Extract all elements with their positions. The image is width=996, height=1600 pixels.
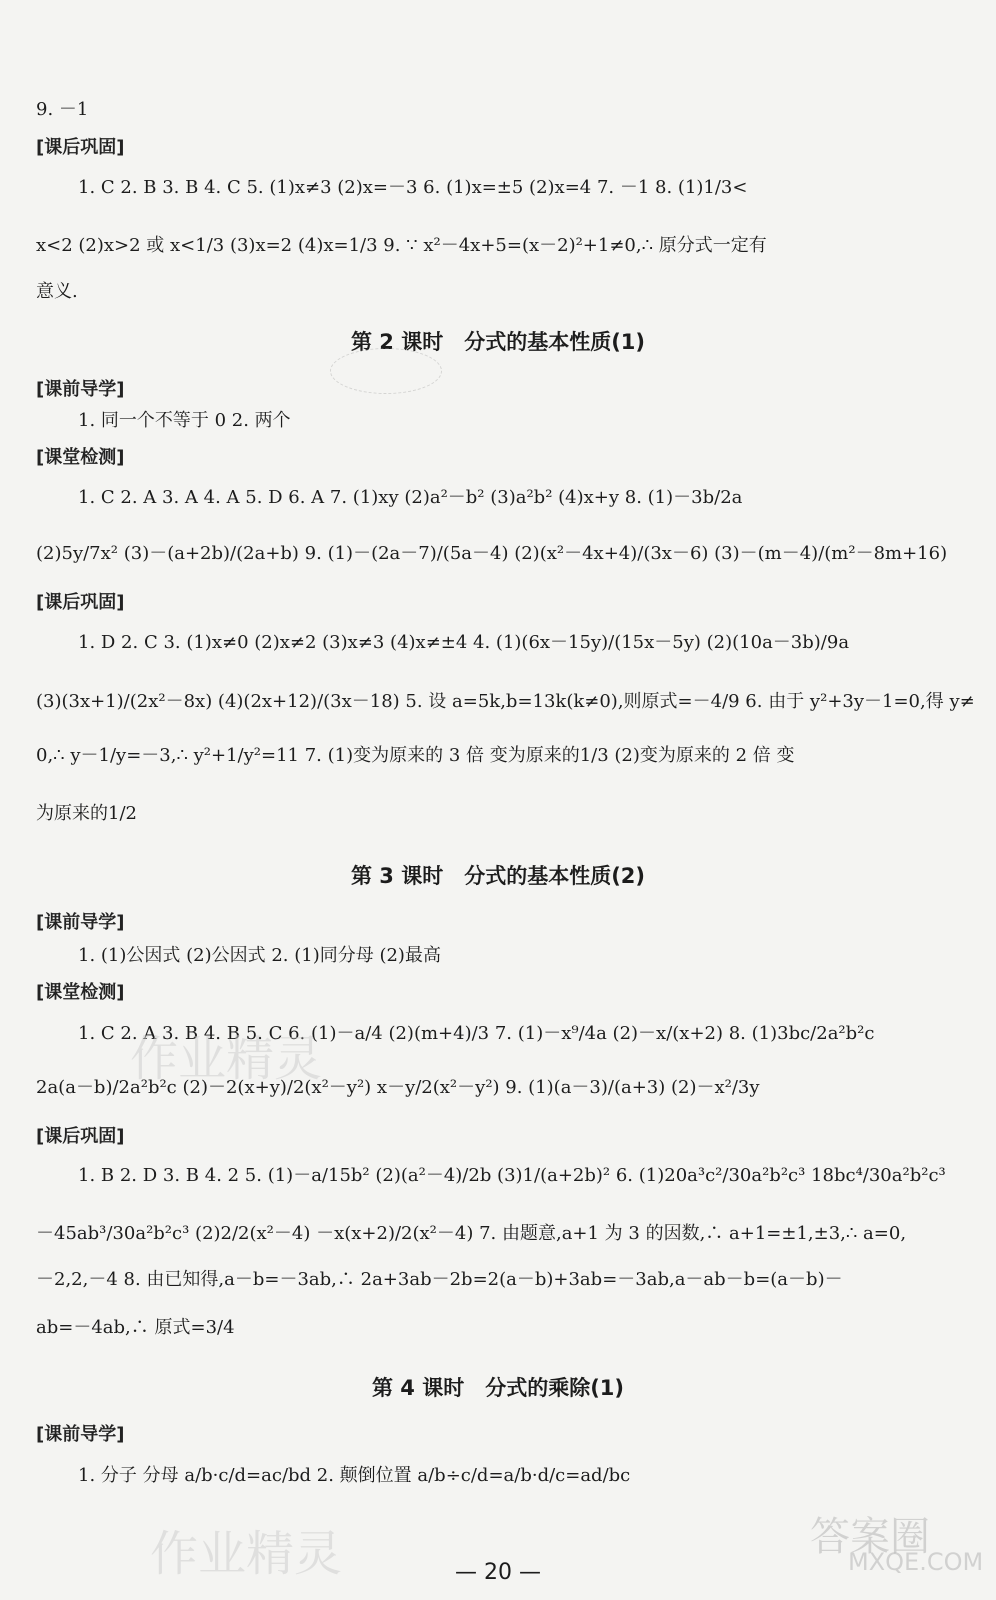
watermark: 作业精灵 bbox=[130, 1031, 323, 1087]
answer-line: 9. －1 bbox=[36, 99, 89, 120]
answer-line: 1. 同一个不等于 0 2. 两个 bbox=[78, 410, 291, 431]
watermark-logo: 答案圈 bbox=[810, 1514, 930, 1560]
answer-line: 1. B 2. D 3. B 4. 2 5. (1)－a/15b² (2)(a²－4)/2b (3)1/(a+2b)² 6. (1)20a³c²/30a²b²c³ 18bc⁴/30a²b²c³ bbox=[78, 1165, 946, 1186]
lesson-title: 第 3 课时 分式的基本性质(2) bbox=[350, 864, 646, 888]
section-heading: [课前导学] bbox=[36, 1424, 125, 1445]
answer-line: 1. C 2. A 3. B 4. B 5. C 6. (1)－a/4 (2)(m+4)/3 7. (1)－x⁹/4a (2)－x/(x+2) 8. (1)3bc/2a²b²c bbox=[78, 1023, 875, 1044]
section-heading: [课后巩固] bbox=[36, 1126, 125, 1147]
answer-line: (3)(3x+1)/(2x²－8x) (4)(2x+12)/(3x－18) 5. 设 a=5k,b=13k(k≠0),则原式=－4/9 6. 由于 y²+3y－1=0,得 y≠ bbox=[36, 691, 975, 712]
answer-line: x<2 (2)x>2 或 x<1/3 (3)x=2 (4)x=1/3 9. ∵ x²－4x+5=(x－2)²+1≠0,∴ 原分式一定有 bbox=[36, 235, 767, 256]
stamp-mark bbox=[330, 348, 442, 394]
answer-line: －45ab³/30a²b²c³ (2)2/2(x²－4) －x(x+2)/2(x²－4) 7. 由题意,a+1 为 3 的因数,∴ a+1=±1,±3,∴ a=0, bbox=[36, 1223, 907, 1244]
answer-line: ab=－4ab,∴ 原式=3/4 bbox=[36, 1317, 235, 1338]
answer-line: 1. D 2. C 3. (1)x≠0 (2)x≠2 (3)x≠3 (4)x≠±4 4. (1)(6x－15y)/(15x－5y) (2)(10a－3b)/9a bbox=[78, 632, 850, 653]
section-heading: [课前导学] bbox=[36, 379, 125, 400]
page-number: — 20 — bbox=[455, 1560, 541, 1585]
answer-line: 意义. bbox=[36, 281, 78, 302]
section-heading: [课前导学] bbox=[36, 912, 125, 933]
lesson-title: 第 2 课时 分式的基本性质(1) bbox=[350, 330, 646, 354]
watermark-url: MXQE.COM bbox=[848, 1548, 984, 1576]
answer-line: 2a(a－b)/2a²b²c (2)－2(x+y)/2(x²－y²) x－y/2(x²－y²) 9. (1)(a－3)/(a+3) (2)－x²/3y bbox=[36, 1077, 760, 1098]
answer-line: 为原来的1/2 bbox=[36, 803, 137, 824]
section-heading: [课后巩固] bbox=[36, 137, 125, 158]
section-heading: [课堂检测] bbox=[36, 982, 125, 1003]
answer-line: －2,2,－4 8. 由已知得,a－b=－3ab,∴ 2a+3ab－2b=2(a－b)+3ab=－3ab,a－ab－b=(a－b)－ bbox=[36, 1269, 843, 1290]
answer-line: 1. (1)公因式 (2)公因式 2. (1)同分母 (2)最高 bbox=[78, 945, 441, 966]
answer-line: 0,∴ y－1/y=－3,∴ y²+1/y²=11 7. (1)变为原来的 3 倍 变为原来的1/3 (2)变为原来的 2 倍 变 bbox=[36, 745, 795, 766]
lesson-title: 第 4 课时 分式的乘除(1) bbox=[371, 1376, 625, 1400]
section-heading: [课后巩固] bbox=[36, 592, 125, 613]
answer-line: 1. C 2. B 3. B 4. C 5. (1)x≠3 (2)x=－3 6. (1)x=±5 (2)x=4 7. －1 8. (1)1/3< bbox=[78, 177, 748, 198]
section-heading: [课堂检测] bbox=[36, 447, 125, 468]
answer-line: 1. 分子 分母 a/b·c/d=ac/bd 2. 颠倒位置 a/b÷c/d=a/b·d/c=ad/bc bbox=[78, 1465, 631, 1486]
watermark: 作业精灵 bbox=[150, 1526, 343, 1582]
answer-line: (2)5y/7x² (3)－(a+2b)/(2a+b) 9. (1)－(2a－7)/(5a－4) (2)(x²－4x+4)/(3x－6) (3)－(m－4)/(m²－8m+16) bbox=[36, 543, 948, 564]
answer-line: 1. C 2. A 3. A 4. A 5. D 6. A 7. (1)xy (2)a²－b² (3)a²b² (4)x+y 8. (1)－3b/2a bbox=[78, 487, 743, 508]
